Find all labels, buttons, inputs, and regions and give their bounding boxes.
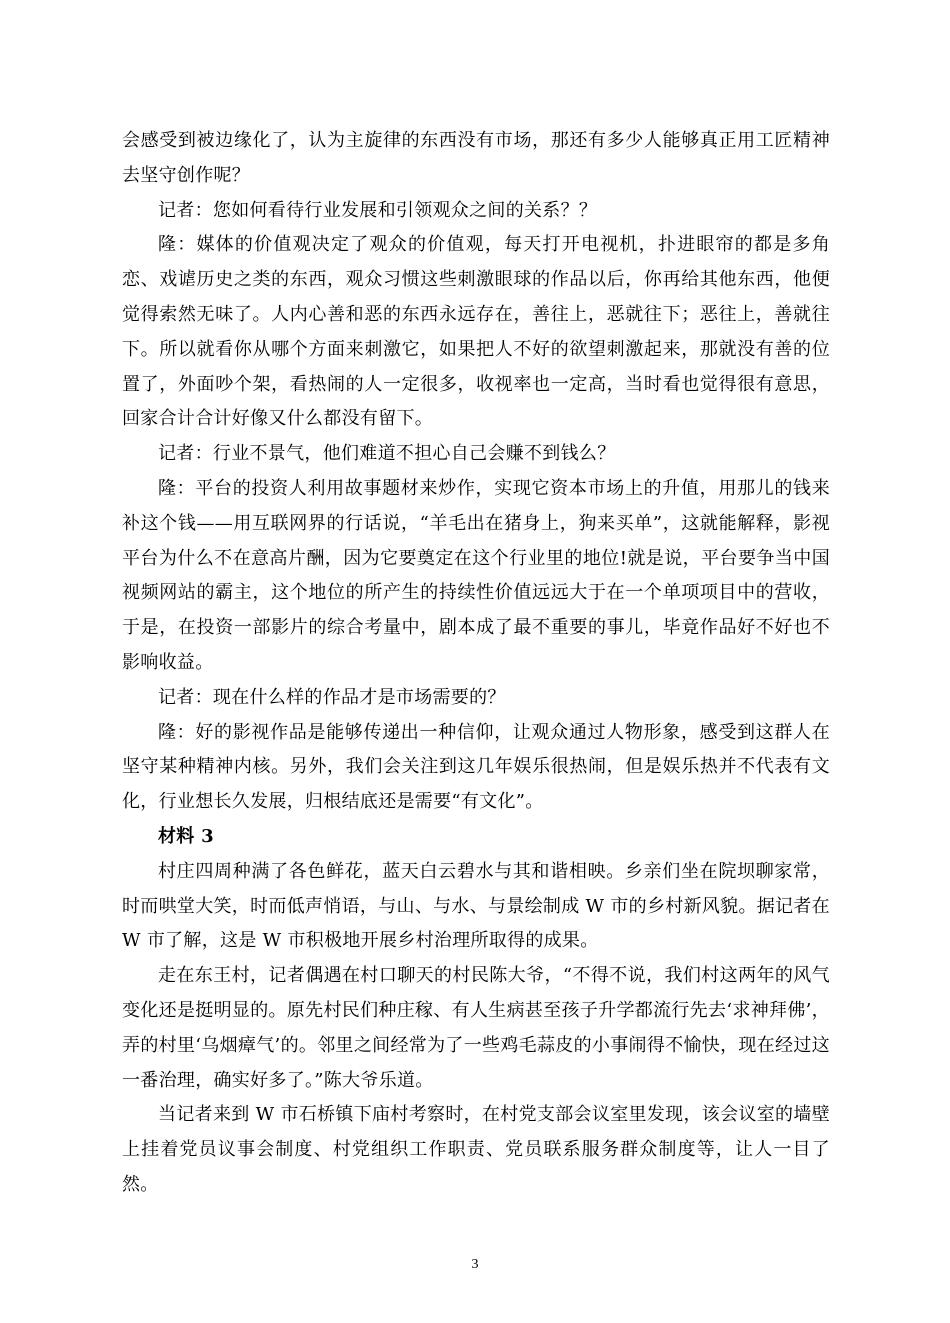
paragraph-village-scene: 村庄四周种满了各色鲜花，蓝天白云碧水与其和谐相映。乡亲们坐在院坝聊家常，时而哄堂大笑，时而低声悄语，与山、与水、与景绘制成 W 市的乡村新风貌。据记者在 W 市了解，这是 W 市积极地开展乡村治理所取得的成果。 bbox=[122, 860, 830, 952]
paragraph-dongwang-village: 走在东王村，记者偶遇在村口聊天的村民陈大爷，“不得不说，我们村这两年的风气变化还是挺明显的。原先村民们种庄稼、有人生病甚至孩子升学都流行先去‘求神拜佛’，弄的村里‘乌烟瘴气’的。邻里之间经常为了一些鸡毛蒜皮的小事闹得不愉快，现在经过这一番治理，确实好多了。”陈大爷乐道。 bbox=[122, 965, 830, 1091]
paragraph-long-answer-1: 隆：媒体的价值观决定了观众的价值观，每天打开电视机，扑进眼帘的都是多角恋、戏谑历史之类的东西，观众习惯这些刺激眼球的作品以后，你再给其他东西，他便觉得索然无味了。人内心善和恶的东西永远存在，善往上，恶就往下；恶往上，善就往下。所以就看你从哪个方面来刺激它，如果把人不好的欲望刺激起来，那就没有善的位置了，外面吵个架，看热闹的人一定很多，收视率也一定高，当时看也觉得很有意思，回家合计合计好像又什么都没有留下。 bbox=[122, 234, 830, 430]
paragraph-xiamiao-village: 当记者来到 W 市石桥镇下庙村考察时，在村党支部会议室里发现，该会议室的墙壁上挂着党员议事会制度、村党组织工作职责、党员联系服务群众制度等，让人一目了然。 bbox=[122, 1104, 830, 1195]
paragraph-long-answer-3: 隆：好的影视作品是能够传递出一种信仰，让观众通过人物形象，感受到这群人在坚守某种精神内核。另外，我们会关注到这几年娱乐很热闹，但是娱乐热并不代表有文化，行业想长久发展，归根结底还是需要“有文化”。 bbox=[122, 721, 830, 813]
document-body bbox=[122, 124, 830, 1203]
paragraph-reporter-question-1: 记者：您如何看待行业发展和引领观众之间的关系？？ bbox=[158, 199, 598, 221]
paragraph-reporter-question-2: 记者：行业不景气，他们难道不担心自己会赚不到钱么？ bbox=[158, 443, 616, 465]
page-number: 3 bbox=[471, 1257, 479, 1272]
paragraph-long-answer-2: 隆：平台的投资人利用故事题材来炒作，实现它资本市场上的升值，用那儿的钱来补这个钱——用互联网界的行话说，“羊毛出在猪身上，狗来买单”，这就能解释，影视平台为什么不在意高片酬，因为它要奠定在这个行业里的地位!就是说，平台要争当中国视频网站的霸主，这个地位的所产生的持续性价值远远大于在一个单项项目中的营收，于是，在投资一部影片的综合考量中，剧本成了最不重要的事儿，毕竟作品好不好也不影响收益。 bbox=[122, 477, 830, 673]
section-heading-material-3: 材料 3 bbox=[158, 825, 214, 847]
paragraph-continuation: 会感受到被边缘化了，认为主旋律的东西没有市场，那还有多少人能够真正用工匠精神去坚守创作呢？ bbox=[122, 130, 830, 186]
paragraph-reporter-question-3: 记者：现在什么样的作品才是市场需要的？ bbox=[158, 686, 506, 708]
